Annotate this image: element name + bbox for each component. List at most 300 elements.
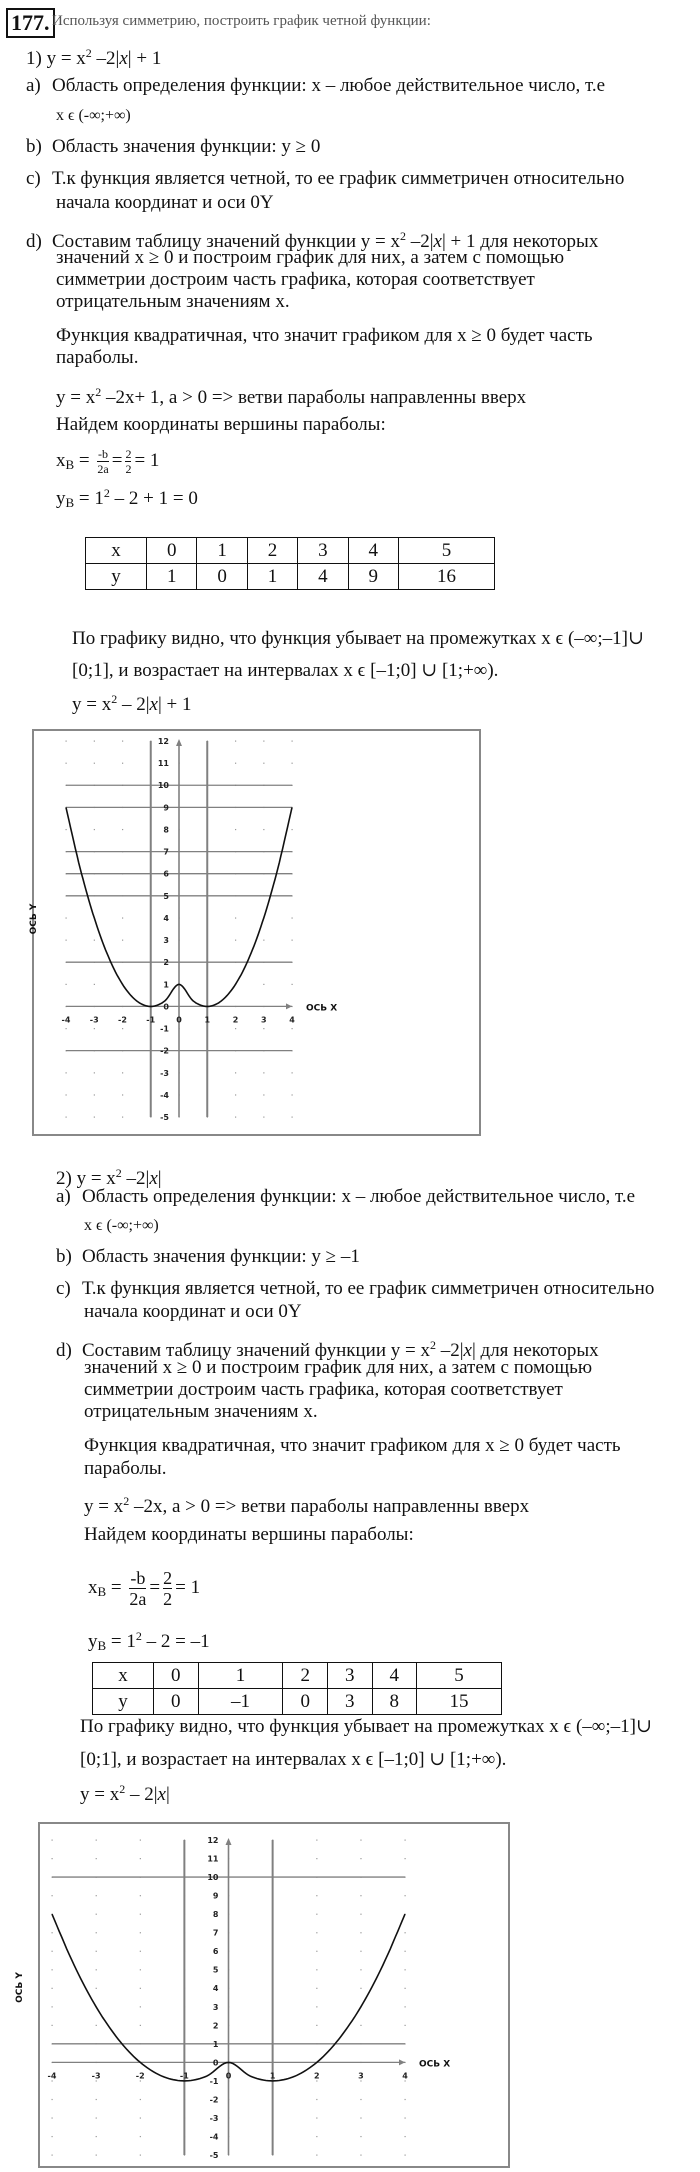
yv-sub: B bbox=[97, 1638, 107, 1653]
xv-frac1 bbox=[129, 1568, 146, 1609]
grid-dot bbox=[263, 940, 264, 941]
grid-dot bbox=[405, 2025, 406, 2026]
s1-branch-a: у = х bbox=[56, 387, 96, 408]
xv-eq3: = 1 bbox=[175, 1577, 201, 1598]
s1-d-exp: 2 bbox=[399, 229, 406, 243]
frac2-den: 2 bbox=[125, 462, 132, 477]
x-tick-label: 2 bbox=[232, 1015, 239, 1025]
y-tick-label: 8 bbox=[163, 825, 169, 835]
x-tick-label: -2 bbox=[118, 1015, 127, 1025]
xv-sub: B bbox=[97, 1584, 107, 1599]
s2-d-exp: 2 bbox=[429, 1338, 436, 1352]
grid-dot bbox=[235, 1117, 236, 1118]
chart1-frame bbox=[29, 729, 481, 1136]
x-tick-label: 2 bbox=[313, 2071, 320, 2081]
table-cell: 1 bbox=[147, 564, 197, 590]
xv-label: x bbox=[56, 450, 66, 471]
grid-dot bbox=[140, 1932, 141, 1933]
y-tick-label: 9 bbox=[163, 803, 169, 813]
grid-dot bbox=[292, 1028, 293, 1029]
s2-c-text: Т.к функция является четной, то ее график симметричен относительно bbox=[82, 1278, 655, 1299]
grid-dot bbox=[405, 1840, 406, 1841]
table-cell: 8 bbox=[372, 1689, 417, 1715]
grid-dot bbox=[52, 1951, 53, 1952]
grid-dot bbox=[96, 1969, 97, 1970]
table-cell: 3 bbox=[298, 538, 348, 564]
table-header-y: у bbox=[86, 564, 147, 590]
marker-a: a) bbox=[56, 1186, 71, 1207]
formula-base: y = x bbox=[76, 1168, 116, 1189]
grid-dot bbox=[405, 2117, 406, 2118]
marker-d: d) bbox=[56, 1340, 72, 1361]
grid-dot bbox=[66, 829, 67, 830]
grid-dot bbox=[316, 2099, 317, 2100]
grid-dot bbox=[140, 2099, 141, 2100]
s1-monotonic-line1: По графику видно, что функция убывает на промежутках х ϵ (–∞;–1]∪ bbox=[72, 628, 644, 649]
y-tick-label: -5 bbox=[209, 2151, 219, 2160]
grid-dot bbox=[94, 1094, 95, 1095]
s2-d-line3: симметрии достроим часть графика, которая соответствует bbox=[84, 1379, 563, 1400]
table-header-x: х bbox=[93, 1663, 154, 1689]
grid-dot bbox=[122, 763, 123, 764]
table-cell: 2 bbox=[283, 1663, 328, 1689]
table-cell: 0 bbox=[154, 1663, 199, 1689]
xv-frac2 bbox=[163, 1568, 172, 1609]
chart1-svg bbox=[29, 731, 479, 1134]
s1-d-line4: отрицательным значениям х. bbox=[56, 291, 290, 312]
s2-a-line2: х ϵ (-∞;+∞) bbox=[84, 1217, 159, 1234]
y-tick-label: 3 bbox=[212, 2002, 219, 2012]
grid-dot bbox=[140, 1840, 141, 1841]
grid-dot bbox=[316, 1969, 317, 1970]
y-tick-label: -2 bbox=[209, 2095, 219, 2105]
grid-dot bbox=[52, 2080, 53, 2081]
y-tick-label: 2 bbox=[212, 2021, 219, 2031]
table-header-y: у bbox=[93, 1689, 154, 1715]
grid-dot bbox=[292, 917, 293, 918]
caption-a: у = х bbox=[80, 1784, 120, 1805]
grid-dot bbox=[292, 1117, 293, 1118]
s2-branch-b: –2х, а > 0 => ветви параболы направленны вверх bbox=[129, 1496, 530, 1517]
caption-b: – 2| bbox=[117, 694, 150, 715]
table-cell: 0 bbox=[283, 1689, 328, 1715]
s2-d-line2: значений х ≥ 0 и построим график для них, а затем с помощью bbox=[84, 1357, 593, 1378]
s2-a-text: Область определения функции: х – любое действительное число, т.е bbox=[82, 1186, 636, 1207]
s1-values-table bbox=[85, 537, 495, 590]
caption-a: у = х bbox=[72, 694, 112, 715]
table-cell: –1 bbox=[198, 1689, 283, 1715]
grid-dot bbox=[316, 1840, 317, 1841]
x-tick-label: 1 bbox=[269, 2071, 276, 2081]
formula-var: x bbox=[149, 1168, 158, 1189]
s2-branch-a: у = х bbox=[84, 1496, 124, 1517]
grid-dot bbox=[405, 1969, 406, 1970]
table-cell: 2 bbox=[247, 538, 297, 564]
grid-dot bbox=[122, 917, 123, 918]
y-axis-arrow bbox=[226, 1838, 232, 1845]
s2-b-text: Область значения функции: у ≥ –1 bbox=[82, 1246, 360, 1267]
s1-branch-line bbox=[56, 381, 526, 409]
table-cell: 1 bbox=[198, 1663, 283, 1689]
s1-a-line1 bbox=[26, 75, 605, 97]
grid-dot bbox=[360, 2155, 361, 2156]
grid-dot bbox=[316, 2136, 317, 2137]
grid-dot bbox=[360, 1858, 361, 1859]
frac2-den: 2 bbox=[163, 1589, 173, 1610]
y-tick-label: -2 bbox=[160, 1046, 169, 1056]
grid-dot bbox=[316, 1932, 317, 1933]
grid-dot bbox=[140, 1858, 141, 1859]
grid-dot bbox=[96, 1951, 97, 1952]
x-tick-label: 1 bbox=[204, 1015, 211, 1025]
grid-dot bbox=[52, 2136, 53, 2137]
xv-eq1: = bbox=[74, 450, 95, 471]
y-tick-label: 10 bbox=[157, 781, 169, 791]
s2-yv-formula bbox=[88, 1625, 210, 1657]
table-row-y bbox=[86, 564, 495, 590]
grid-dot bbox=[405, 2155, 406, 2156]
grid-dot bbox=[140, 1895, 141, 1896]
yv-label: y bbox=[88, 1631, 98, 1652]
xv-frac2 bbox=[125, 447, 131, 476]
grid-dot bbox=[66, 984, 67, 985]
grid-dot bbox=[122, 1117, 123, 1118]
y-tick-label: 6 bbox=[163, 869, 169, 879]
y-axis-label: ОСЬ Y bbox=[29, 903, 39, 935]
grid-dot bbox=[66, 741, 67, 742]
table-cell: 4 bbox=[372, 1663, 417, 1689]
grid-dot bbox=[292, 741, 293, 742]
grid-dot bbox=[235, 741, 236, 742]
grid-dot bbox=[316, 1858, 317, 1859]
x-axis-arrow bbox=[286, 1003, 292, 1009]
yv-b: – 2 + 1 = 0 bbox=[109, 488, 198, 509]
grid-dot bbox=[52, 2155, 53, 2156]
x-tick-label: -3 bbox=[91, 2071, 101, 2081]
y-tick-label: 3 bbox=[163, 936, 169, 946]
grid-dot bbox=[405, 1858, 406, 1859]
y-tick-label: 1 bbox=[212, 2039, 219, 2049]
grid-dot bbox=[235, 917, 236, 918]
grid-dot bbox=[405, 2080, 406, 2081]
table-cell: 4 bbox=[348, 538, 398, 564]
s1-a-line2: х ϵ (-∞;+∞) bbox=[56, 107, 131, 124]
grid-dot bbox=[52, 1895, 53, 1896]
xv-eq2: = bbox=[149, 1577, 161, 1598]
section1-prefix: 1) bbox=[26, 48, 42, 69]
grid-dot bbox=[52, 1858, 53, 1859]
s2-branch-line bbox=[84, 1490, 529, 1518]
frac1-den: 2a bbox=[97, 462, 109, 477]
formula-exp: 2 bbox=[115, 1166, 122, 1180]
grid-dot bbox=[316, 2025, 317, 2026]
marker-d: d) bbox=[26, 231, 42, 252]
section1-title bbox=[26, 42, 161, 70]
grid-dot bbox=[316, 1988, 317, 1989]
grid-dot bbox=[316, 1914, 317, 1915]
xv-eq2: = bbox=[111, 450, 123, 471]
grid-dot bbox=[140, 2080, 141, 2081]
grid-dot bbox=[235, 1072, 236, 1073]
x-tick-label: -2 bbox=[135, 2071, 145, 2081]
formula-rest-b: | bbox=[157, 1168, 162, 1189]
y-tick-label: 11 bbox=[157, 759, 169, 769]
table-row-y bbox=[93, 1689, 502, 1715]
s1-yv-formula bbox=[56, 482, 198, 514]
grid-dot bbox=[360, 1932, 361, 1933]
y-axis-arrow bbox=[176, 739, 182, 746]
x-tick-label: 3 bbox=[260, 1015, 267, 1025]
table-cell: 1 bbox=[197, 538, 247, 564]
s1-a-text: Область определения функции: х – любое действительное число, т.е bbox=[52, 75, 606, 96]
yv-a: = 1 bbox=[106, 1631, 136, 1652]
grid-dot bbox=[140, 1914, 141, 1915]
s2-quad-line2: параболы. bbox=[84, 1458, 167, 1479]
y-tick-label: 7 bbox=[212, 1928, 219, 1938]
table-cell: 3 bbox=[327, 1663, 372, 1689]
grid-dot bbox=[52, 2117, 53, 2118]
grid-dot bbox=[96, 2080, 97, 2081]
grid-dot bbox=[316, 2155, 317, 2156]
grid-dot bbox=[360, 1988, 361, 1989]
grid-dot bbox=[96, 2136, 97, 2137]
table-row-x bbox=[93, 1663, 502, 1689]
grid-dot bbox=[263, 1028, 264, 1029]
grid-dot bbox=[360, 1969, 361, 1970]
xv-frac1 bbox=[97, 447, 108, 476]
s1-b-line bbox=[26, 136, 320, 158]
grid-dot bbox=[292, 1072, 293, 1073]
grid-dot bbox=[235, 1028, 236, 1029]
yv-exp: 2 bbox=[103, 486, 110, 500]
s2-d-text-a: Составим таблицу значений функции у = х bbox=[82, 1340, 430, 1361]
grid-dot bbox=[52, 1932, 53, 1933]
grid-dot bbox=[96, 2117, 97, 2118]
grid-dot bbox=[96, 1840, 97, 1841]
grid-dot bbox=[316, 1951, 317, 1952]
caption-b: – 2| bbox=[125, 1784, 158, 1805]
grid-dot bbox=[292, 763, 293, 764]
grid-dot bbox=[96, 1858, 97, 1859]
s2-d-line4: отрицательным значениям х. bbox=[84, 1401, 318, 1422]
s2-c-line1 bbox=[56, 1278, 654, 1300]
section2-prefix: 2) bbox=[56, 1168, 72, 1189]
grid-dot bbox=[292, 940, 293, 941]
s2-branch-exp: 2 bbox=[123, 1494, 130, 1508]
grid-dot bbox=[140, 2025, 141, 2026]
s2-graph-caption: $у = х^2 - 2|x|$ bbox=[80, 1782, 170, 1805]
grid-dot bbox=[52, 1988, 53, 1989]
grid-dot bbox=[360, 2080, 361, 2081]
table-cell: 5 bbox=[417, 1663, 502, 1689]
s1-b-text: Область значения функции: у ≥ 0 bbox=[52, 136, 321, 157]
grid-dot bbox=[360, 1895, 361, 1896]
grid-dot bbox=[405, 2136, 406, 2137]
y-tick-label: 2 bbox=[163, 958, 169, 968]
grid-dot bbox=[292, 984, 293, 985]
x-tick-label: -4 bbox=[47, 2071, 57, 2081]
table-cell: 0 bbox=[147, 538, 197, 564]
problem-number: 177. bbox=[6, 8, 55, 38]
grid-dot bbox=[360, 2025, 361, 2026]
s2-vertex-title: Найдем координаты вершины параболы: bbox=[84, 1524, 414, 1545]
grid-dot bbox=[263, 829, 264, 830]
grid-dot bbox=[360, 2136, 361, 2137]
grid-dot bbox=[263, 1094, 264, 1095]
grid-dot bbox=[66, 1028, 67, 1029]
yv-a: = 1 bbox=[74, 488, 104, 509]
table-cell: 16 bbox=[398, 564, 494, 590]
y-tick-label: 0 bbox=[212, 2058, 219, 2068]
x-axis-label: ОСЬ X bbox=[419, 2059, 451, 2070]
grid-dot bbox=[140, 1951, 141, 1952]
grid-dot bbox=[122, 741, 123, 742]
y-tick-label: 1 bbox=[163, 980, 169, 990]
grid-dot bbox=[360, 1914, 361, 1915]
grid-dot bbox=[66, 1117, 67, 1118]
s1-d-line3: симметрии достроим часть графика, которая соответствует bbox=[56, 269, 535, 290]
caption-c: | + 1 bbox=[157, 694, 192, 715]
formula-exp: 2 bbox=[85, 46, 92, 60]
s2-d-var: x bbox=[463, 1340, 472, 1361]
x-axis-label: ОСЬ X bbox=[306, 1003, 338, 1014]
x-tick-label: -1 bbox=[146, 1015, 156, 1025]
grid-dot bbox=[405, 2006, 406, 2007]
grid-dot bbox=[405, 1988, 406, 1989]
marker-b: b) bbox=[26, 136, 42, 157]
grid-dot bbox=[235, 763, 236, 764]
x-tick-label: 4 bbox=[289, 1015, 295, 1025]
y-tick-label: -3 bbox=[160, 1068, 169, 1078]
grid-dot bbox=[96, 2099, 97, 2100]
grid-dot bbox=[140, 2155, 141, 2156]
x-tick-label: -4 bbox=[61, 1015, 71, 1025]
y-tick-label: -5 bbox=[160, 1113, 169, 1122]
grid-dot bbox=[263, 1072, 264, 1073]
marker-b: b) bbox=[56, 1246, 72, 1267]
x-tick-label: 3 bbox=[358, 2071, 364, 2081]
grid-dot bbox=[140, 2136, 141, 2137]
grid-dot bbox=[96, 1914, 97, 1915]
y-tick-label: -1 bbox=[160, 1024, 169, 1034]
grid-dot bbox=[235, 1094, 236, 1095]
x-tick-label: 4 bbox=[402, 2071, 408, 2081]
s2-a-line1 bbox=[56, 1186, 635, 1208]
grid-dot bbox=[122, 940, 123, 941]
table-row-x bbox=[86, 538, 495, 564]
s1-quad-line2: параболы. bbox=[56, 347, 139, 368]
grid-dot bbox=[94, 984, 95, 985]
grid-dot bbox=[235, 829, 236, 830]
s2-quad-line1: Функция квадратичная, что значит графиком для х ≥ 0 будет часть bbox=[84, 1435, 621, 1456]
grid-dot bbox=[122, 1094, 123, 1095]
grid-dot bbox=[316, 1895, 317, 1896]
s1-c-line2: начала координат и оси 0Y bbox=[56, 192, 274, 213]
y-tick-label: 6 bbox=[212, 1947, 219, 1957]
grid-dot bbox=[66, 917, 67, 918]
chart2-svg bbox=[15, 1824, 508, 2166]
grid-dot bbox=[235, 940, 236, 941]
grid-dot bbox=[52, 1969, 53, 1970]
s2-b-line bbox=[56, 1246, 360, 1268]
s1-quad-line1: Функция квадратичная, что значит графиком для х ≥ 0 будет часть bbox=[56, 325, 593, 346]
table-cell: 9 bbox=[348, 564, 398, 590]
grid-dot bbox=[263, 984, 264, 985]
grid-dot bbox=[122, 1072, 123, 1073]
grid-dot bbox=[94, 763, 95, 764]
s2-d-text-b: –2| bbox=[435, 1340, 464, 1361]
table-cell: 0 bbox=[197, 564, 247, 590]
table-cell: 0 bbox=[154, 1689, 199, 1715]
y-tick-label: 12 bbox=[157, 737, 169, 746]
caption-var: x bbox=[157, 1784, 166, 1805]
s1-c-line1 bbox=[26, 168, 624, 190]
grid-dot bbox=[405, 1951, 406, 1952]
grid-dot bbox=[405, 1932, 406, 1933]
y-tick-label: 7 bbox=[163, 847, 169, 857]
x-tick-label: 0 bbox=[225, 2071, 232, 2081]
x-tick-label: -3 bbox=[89, 1015, 99, 1025]
formula-var: x bbox=[119, 48, 128, 69]
grid-dot bbox=[96, 2155, 97, 2156]
s1-branch-exp: 2 bbox=[95, 385, 102, 399]
y-tick-label: 10 bbox=[207, 1873, 219, 1883]
grid-dot bbox=[122, 829, 123, 830]
grid-dot bbox=[292, 829, 293, 830]
x-tick-label: 0 bbox=[176, 1015, 182, 1025]
y-tick-label: 0 bbox=[163, 1002, 169, 1012]
frac2-num: 2 bbox=[163, 1568, 173, 1589]
y-tick-label: -3 bbox=[209, 2113, 219, 2123]
yv-exp: 2 bbox=[135, 1629, 142, 1643]
xv-sub: B bbox=[65, 457, 75, 472]
grid-dot bbox=[96, 1932, 97, 1933]
table-cell: 1 bbox=[247, 564, 297, 590]
caption-exp: 2 bbox=[111, 692, 118, 706]
grid-dot bbox=[94, 1072, 95, 1073]
yv-b: – 2 = –1 bbox=[141, 1631, 210, 1652]
grid-dot bbox=[122, 1028, 123, 1029]
formula-base: y = x bbox=[46, 48, 86, 69]
chart2-frame bbox=[15, 1822, 510, 2168]
caption-exp: 2 bbox=[119, 1782, 126, 1796]
grid-dot bbox=[52, 2099, 53, 2100]
y-tick-label: 12 bbox=[207, 1836, 219, 1845]
table-cell: 15 bbox=[417, 1689, 502, 1715]
grid-dot bbox=[263, 763, 264, 764]
marker-c: c) bbox=[56, 1278, 71, 1299]
s2-values-table bbox=[92, 1662, 502, 1715]
grid-dot bbox=[360, 2117, 361, 2118]
s1-xv-formula bbox=[56, 444, 159, 482]
s1-d-text-b: –2| bbox=[405, 231, 434, 252]
s2-monotonic-line1: По графику видно, что функция убывает на промежутках х ϵ (–∞;–1]∪ bbox=[80, 1716, 652, 1737]
grid-dot bbox=[52, 2006, 53, 2007]
s1-d-text-c: | + 1 для некоторых bbox=[441, 231, 599, 252]
marker-c: c) bbox=[26, 168, 41, 189]
s1-branch-b: –2х+ 1, а > 0 => ветви параболы направленны вверх bbox=[101, 387, 527, 408]
problem-task: Используя симметрию, построить график четной функции: bbox=[52, 13, 431, 29]
grid-dot bbox=[316, 2080, 317, 2081]
grid-dot bbox=[140, 1988, 141, 1989]
xv-label: x bbox=[88, 1577, 98, 1598]
table-cell: 5 bbox=[398, 538, 494, 564]
formula-rest-a: –2| bbox=[91, 48, 120, 69]
s1-d-var: x bbox=[433, 231, 442, 252]
s2-d-text-c: | для некоторых bbox=[471, 1340, 599, 1361]
yv-label: y bbox=[56, 488, 66, 509]
y-tick-label: 4 bbox=[212, 1984, 219, 1994]
